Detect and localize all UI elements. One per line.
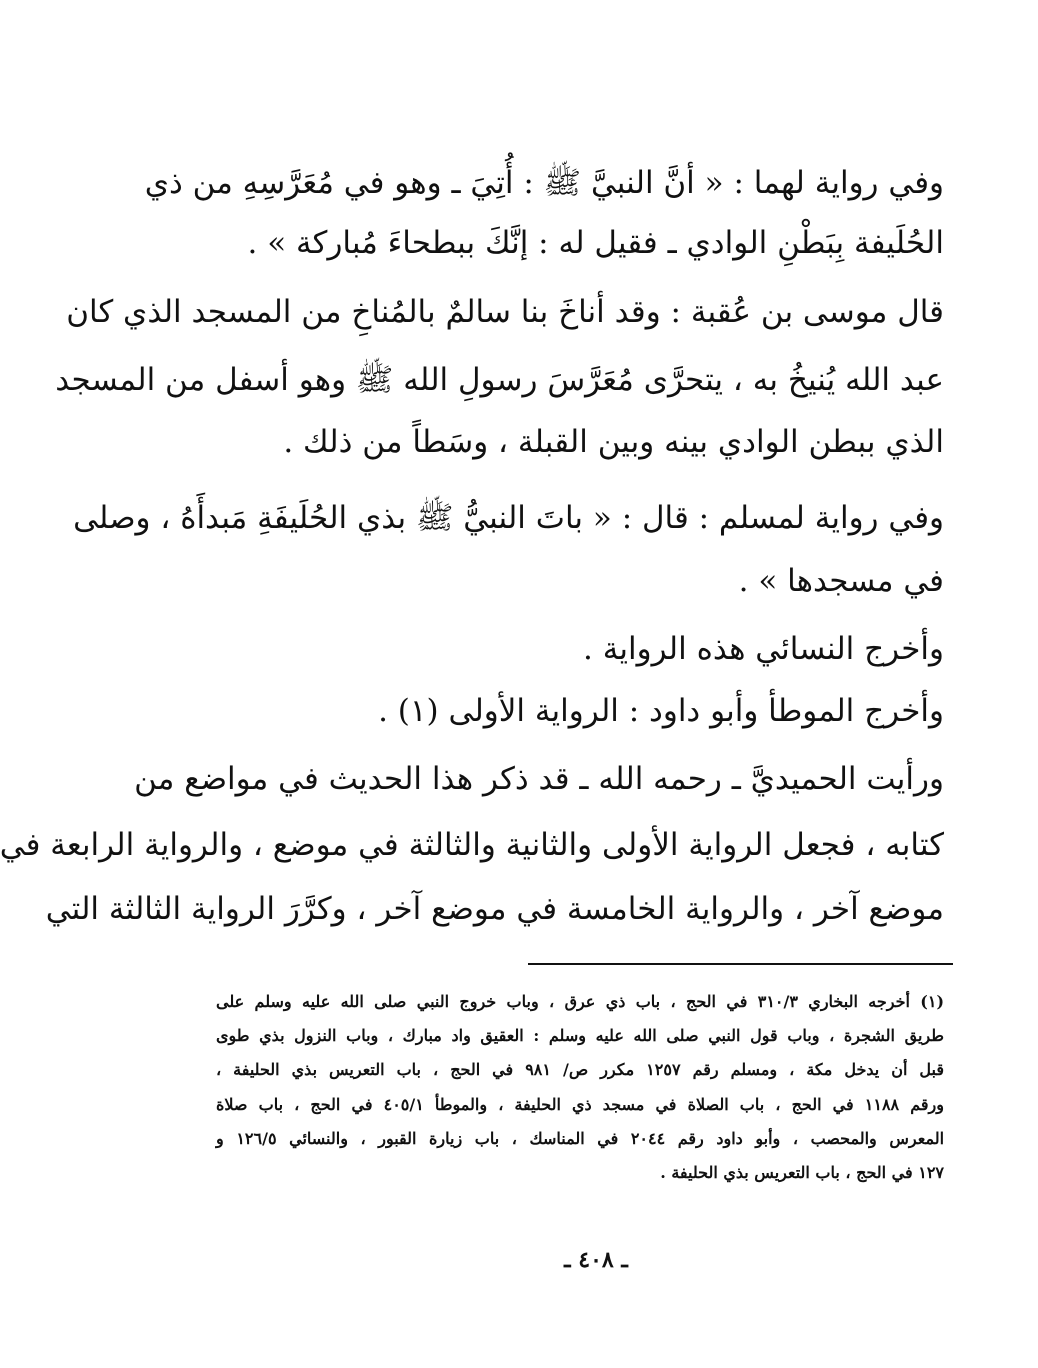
body-line: وأخرج النسائي هذه الرواية . (583, 631, 944, 667)
body-line: وفي رواية لهما : « أنَّ النبيَّ ﷺ : أُتِيَ ـ وهو في مُعَرَّسِهِ من ذي (144, 165, 944, 201)
footnote-line: ١٢٧ في الحج ، باب التعريس بذي الحليفة . (660, 1163, 944, 1182)
body-line: الحُلَيفة بِبَطْنِ الوادي ـ فقيل له : إنَّكَ ببطحاءَ مُباركة » . (247, 225, 944, 261)
page-number: ـ ٤٠٨ ـ (564, 1247, 628, 1273)
body-line: ورأيت الحميديَّ ـ رحمه الله ـ قد ذكر هذا الحديث في مواضع من (134, 761, 944, 797)
body-line: قال موسى بن عُقبة : وقد أناخَ بنا سالمٌ بالمُناخِ من المسجد الذي كان (66, 294, 944, 330)
body-line: الذي ببطن الوادي بينه وبين القبلة ، وسَطاً من ذلك . (283, 424, 944, 460)
footnote-line: (١) أخرجه البخاري ٣١٠/٣ في الحج ، باب ذي عرق ، وباب خروج النبي صلى الله عليه وسلم على (216, 992, 945, 1011)
body-line: وأخرج الموطأ وأبو داود : الرواية الأولى (١) . (378, 693, 944, 729)
body-line: عبد الله يُنيخُ به ، يتحرَّى مُعَرَّسَ رسولِ الله ﷺ وهو أسفل من المسجد (55, 362, 944, 398)
body-line: كتابه ، فجعل الرواية الأولى والثانية والثالثة في موضع ، والرواية الرابعة في (0, 827, 944, 863)
footnote-line: المعرس والمحصب ، وأبو داود رقم ٢٠٤٤ في المناسك ، باب زيارة القبور ، والنسائي ١٢٦/٥ و (216, 1129, 945, 1148)
body-line: في مسجدها » . (738, 563, 944, 599)
footnote-line: طريق الشجرة ، وباب قول النبي صلى الله عليه وسلم : العقيق واد مبارك ، وباب النزول بذي طوى (216, 1026, 944, 1045)
footnote-line: قبل أن يدخل مكة ، ومسلم رقم ١٢٥٧ مكرر ص/ ٩٨١ في الحج ، باب التعريس بذي الحليفة ، (216, 1060, 945, 1079)
footnote-separator (528, 963, 953, 965)
footnote-line: ورقم ١١٨٨ في الحج ، باب الصلاة في مسجد ذي الحليفة ، والموطأ ٤٠٥/١ في الحج ، باب صلاة (216, 1095, 945, 1114)
body-line: وفي رواية لمسلم : قال : « باتَ النبيُّ ﷺ بذي الحُلَيفَةِ مَبدأَهُ ، وصلى (73, 500, 944, 536)
body-line: موضع آخر ، والرواية الخامسة في موضع آخر ، وكرَّرَ الرواية الثالثة التي (45, 891, 944, 927)
